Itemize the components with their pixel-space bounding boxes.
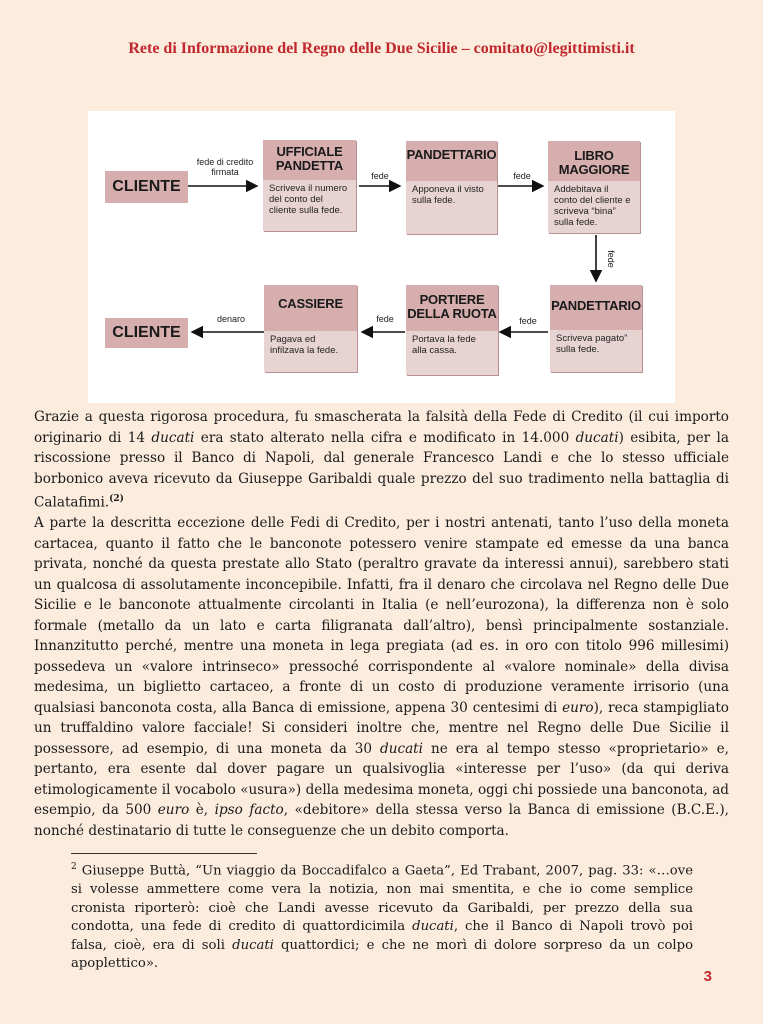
label-fede-c: fede bbox=[519, 316, 537, 326]
pandettario-box-2 bbox=[550, 285, 642, 372]
cliente-bottom-box: CLIENTE bbox=[105, 318, 188, 348]
portiere-title-line2: DELLA RUOTA bbox=[407, 306, 497, 321]
label-fede-a: fede bbox=[371, 171, 389, 181]
footnote-divider bbox=[71, 853, 257, 854]
page-number: 3 bbox=[703, 968, 712, 985]
page-header: Rete di Informazione del Regno delle Due Sicilie – comitato@legittimisti.it bbox=[128, 40, 635, 57]
pandettario-box-1 bbox=[406, 141, 497, 234]
portiere-ruota-desc: Portava la fede alla cassa. bbox=[406, 331, 498, 375]
ufficiale-title-line2: PANDETTA bbox=[275, 158, 344, 173]
libro-maggiore-desc: Addebitava il conto del cliente e scriveva “bina” sulla fede. bbox=[548, 181, 640, 233]
portiere-ruota-box bbox=[406, 285, 498, 375]
ufficiale-pandetta-title bbox=[263, 140, 356, 173]
cassiere-box bbox=[264, 285, 357, 372]
ufficiale-pandetta-desc: Scriveva il numero del conto del cliente sulla fede. bbox=[263, 180, 356, 231]
label-fede-d: fede bbox=[376, 314, 394, 324]
libro-title-line1: LIBRO bbox=[574, 148, 614, 163]
cliente-top-box: CLIENTE bbox=[105, 171, 188, 203]
portiere-title-line1: PORTIERE bbox=[419, 292, 485, 307]
footnote-number: 2 bbox=[71, 862, 77, 872]
label-denaro: denaro bbox=[216, 314, 246, 324]
portiere-ruota-title bbox=[406, 285, 498, 321]
body-text bbox=[34, 407, 729, 841]
footnote: $^2$ Giuseppe Buttà, “Un viaggio da Boccadifalco a Gaeta”, Ed Trabant, 2007, pag. 33: «…ove si volesse ammettere come vera la notizia, non mai smentita, e che io come semplice cronista riporterò: cioè che Landi avesse ricevuto da Garibaldi, per prezzo della sua condotta, una fede di credito di quattordicimila ducati, che il Banco di Napoli trovò poi falsa, cioè, era di soli ducati quattordici; e che ne morì di dolore sorpreso da un colpo apoplettico». bbox=[71, 862, 694, 972]
ufficiale-pandetta-box bbox=[263, 140, 356, 231]
label-fede-credito bbox=[190, 157, 260, 177]
pandettario-2-desc: Scriveva pagato” sulla fede. bbox=[550, 330, 642, 372]
libro-maggiore-title bbox=[548, 141, 640, 177]
pandettario-2-title: PANDETTARIO bbox=[551, 298, 641, 313]
cassiere-title: CASSIERE bbox=[278, 296, 343, 311]
paragraph-1: Grazie a questa rigorosa procedura, fu smascherata la falsità della Fede di Credito (il cui importo originario di 14 ducati era stato alterato nella cifra e modificato in 14.000 ducati) esibita, per la riscossione presso il Banco di Napoli, dal generale Francesco Landi e che lo stesso ufficiale borbonico aveva ricevuto da Giuseppe Garibaldi quale prezzo del suo tradimento nella battaglia di Calatafimi.$^{(2)}$ bbox=[34, 409, 729, 511]
label-fede-credito-line1: fede di credito bbox=[196, 157, 254, 167]
libro-maggiore-box bbox=[548, 141, 640, 233]
libro-title-line2: MAGGIORE bbox=[558, 162, 630, 177]
pandettario-1-desc: Apponeva il visto sulla fede. bbox=[406, 181, 497, 234]
ufficiale-title-line1: UFFICIALE bbox=[276, 144, 343, 159]
procedure-diagram bbox=[88, 111, 675, 403]
footnote-reference[interactable]: (2) bbox=[109, 494, 124, 504]
label-fede-b: fede bbox=[513, 171, 531, 181]
pandettario-1-title: PANDETTARIO bbox=[406, 147, 497, 162]
label-fede-credito-line2: firmata bbox=[211, 167, 239, 177]
paragraph-2: A parte la descritta eccezione delle Fedi di Credito, per i nostri antenati, tanto l’uso della moneta cartacea, quanto il fatto che le banconote potessero venire stampate ed emesse da una banca privata, nonché da questa prestate allo Stato (peraltro gravate da interessi annui), sarebbero stati un qualcosa di assolutamente inconcepibile. Infatti, fra il denaro che circolava nel Regno delle Due Sicilie e le banconote attualmente circolanti in Italia (e nell’eurozona), la differenza non è solo formale (metallo da un lato e carta filigranata dall’altro), bensì principalmente sostanziale. Innanzitutto perché, mentre una moneta in lega pregiata (ad es. in oro con titolo 996 millesimi) possedeva un «valore intrinseco» pressoché corrispondente al «valore nominale» della divisa medesima, un biglietto cartaceo, a fronte di un costo di produzione veramente irrisorio (una qualsiasi banconota costa, alla Banca di emissione, appena 30 centesimi di euro), reca stampigliato un truffaldino valore facciale! Si consideri inoltre che, mentre nel Regno delle Due Sicilie il possessore, ad esempio, di una moneta da 30 ducati ne era al tempo stesso «proprietario» e, pertanto, era esente dal dover pagare un qualsivoglia «interesse per l’uso» (da qui deriva etimologicamente il vocabolo «usura») della medesima moneta, oggi chi possiede una banconota, ad esempio, da 500 euro è, ipso facto, «debitore» della stessa verso la Banca di emissione (B.C.E.), nonché destinatario di tutte le conseguenze che un debito comporta. bbox=[34, 515, 730, 839]
cassiere-desc: Pagava ed infilzava la fede. bbox=[264, 331, 357, 372]
label-fede-vertical: fede bbox=[606, 250, 616, 268]
